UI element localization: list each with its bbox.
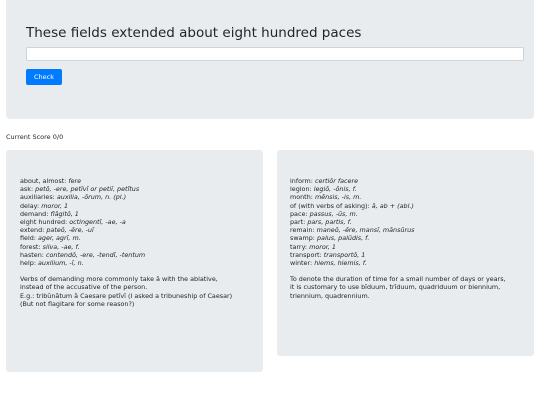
note-line: it is customary to use bīduum, trīduum, quadriduum or biennium, xyxy=(290,283,501,292)
vocab-latin: passus, -ūs, m. xyxy=(309,209,358,218)
vocab-latin: auxilia, -ōrum, n. (pl.) xyxy=(56,193,127,202)
exercise-prompt: These fields extended about eight hundred paces xyxy=(26,25,362,41)
vocab-english: demand: xyxy=(20,209,49,218)
vocab-english: extend: xyxy=(20,226,45,235)
vocab-english: pace: xyxy=(290,209,308,218)
vocab-latin: ager, agrī, m. xyxy=(38,234,81,243)
vocab-latin: octingentī, -ae, -a xyxy=(69,218,126,227)
grammar-note-right xyxy=(290,275,534,300)
vocab-entry xyxy=(20,185,263,193)
vocab-entry xyxy=(20,193,263,201)
current-score: Current Score 0/0 xyxy=(6,133,64,141)
vocab-latin: legiō, -ōnis, f. xyxy=(313,185,357,194)
vocab-entry xyxy=(290,185,534,193)
vocab-list-right xyxy=(290,177,534,267)
vocab-list-left xyxy=(20,177,263,267)
vocab-latin: ā, ab + (abl.) xyxy=(371,201,414,210)
vocab-entry xyxy=(20,243,263,251)
vocab-entry xyxy=(20,202,263,210)
vocab-latin: mēnsis, -is, m. xyxy=(314,193,362,202)
vocab-english: hasten: xyxy=(20,250,44,259)
vocab-english: field: xyxy=(20,234,36,243)
vocab-english: winter: xyxy=(290,259,313,268)
vocab-english: about, almost: xyxy=(20,177,67,185)
answer-input[interactable] xyxy=(26,47,524,61)
vocab-entry xyxy=(20,251,263,259)
vocab-entry xyxy=(290,202,534,210)
vocab-entry xyxy=(20,259,263,267)
vocab-english: swamp: xyxy=(290,234,315,243)
vocab-english: help: xyxy=(20,259,36,268)
vocab-latin: palus, palūdis, f. xyxy=(316,234,370,243)
vocab-entry xyxy=(20,226,263,234)
vocab-entry xyxy=(20,218,263,226)
vocab-entry xyxy=(20,177,263,185)
vocab-english: part: xyxy=(290,218,306,227)
vocab-entry xyxy=(290,251,534,259)
vocab-latin: hiems, hiemis, f. xyxy=(314,259,367,268)
note-line: To denote the duration of time for a small number of days or years, xyxy=(290,275,506,284)
note-line: Verbs of demanding more commonly take ā with the ablative, xyxy=(20,275,218,284)
vocab-latin: moror, 1 xyxy=(309,242,336,251)
vocab-entry xyxy=(290,243,534,251)
vocab-entry xyxy=(20,210,263,218)
vocab-english: tarry: xyxy=(290,242,308,251)
vocab-latin: silva, -ae, f. xyxy=(42,242,80,251)
vocab-latin: pars, partis, f. xyxy=(307,218,352,227)
vocab-entry xyxy=(290,218,534,226)
vocab-entry xyxy=(290,226,534,234)
vocab-latin: maneō, -ēre, mansī, mānsūrus xyxy=(316,226,415,235)
vocab-latin: auxilium, -ī, n. xyxy=(38,259,84,268)
vocab-entry xyxy=(290,259,534,267)
note-line: instead of the accusative of the person. xyxy=(20,283,148,292)
vocab-english: remain: xyxy=(290,226,315,235)
vocab-english: eight hundred: xyxy=(20,218,68,227)
vocab-latin: moror, 1 xyxy=(41,201,69,210)
vocab-english: delay: xyxy=(20,201,40,210)
vocab-latin: petō, -ere, petīvī or petiī, petītus xyxy=(35,185,140,194)
vocab-entry xyxy=(290,177,534,185)
vocab-entry xyxy=(290,193,534,201)
vocab-english: transport: xyxy=(290,250,322,259)
vocab-entry xyxy=(290,234,534,242)
vocab-latin: fere xyxy=(68,177,82,185)
vocab-english: legion: xyxy=(290,185,312,194)
vocab-latin: transportō, 1 xyxy=(323,250,366,259)
vocab-card-right xyxy=(277,150,534,356)
note-line: triennium, quadrennium. xyxy=(290,291,370,300)
vocab-entry xyxy=(20,234,263,242)
vocab-latin: flāgitō, 1 xyxy=(50,209,79,218)
grammar-note-left xyxy=(20,275,263,308)
vocab-english: of (with verbs of asking): xyxy=(290,201,370,210)
vocab-card-left xyxy=(6,150,263,372)
vocab-english: month: xyxy=(290,193,313,202)
vocab-entry xyxy=(290,210,534,218)
exercise-panel xyxy=(6,0,534,119)
note-line: E.g.: tribūnātum ā Caesare petīvī (I asked a tribuneship of Caesar) xyxy=(20,291,233,300)
vocab-latin: pateō, -ēre, -uī xyxy=(46,226,94,235)
vocab-english: inform: xyxy=(290,177,313,185)
vocab-english: forest: xyxy=(20,242,41,251)
vocab-latin: certiōr facere xyxy=(314,177,359,185)
vocab-english: ask: xyxy=(20,185,34,194)
check-button[interactable]: Check xyxy=(26,69,62,85)
vocab-english: auxiliaries: xyxy=(20,193,55,202)
note-line: (But not flagitare for some reason?) xyxy=(20,299,135,308)
vocab-latin: contendō, -ere, -tendī, -tentum xyxy=(45,250,146,259)
